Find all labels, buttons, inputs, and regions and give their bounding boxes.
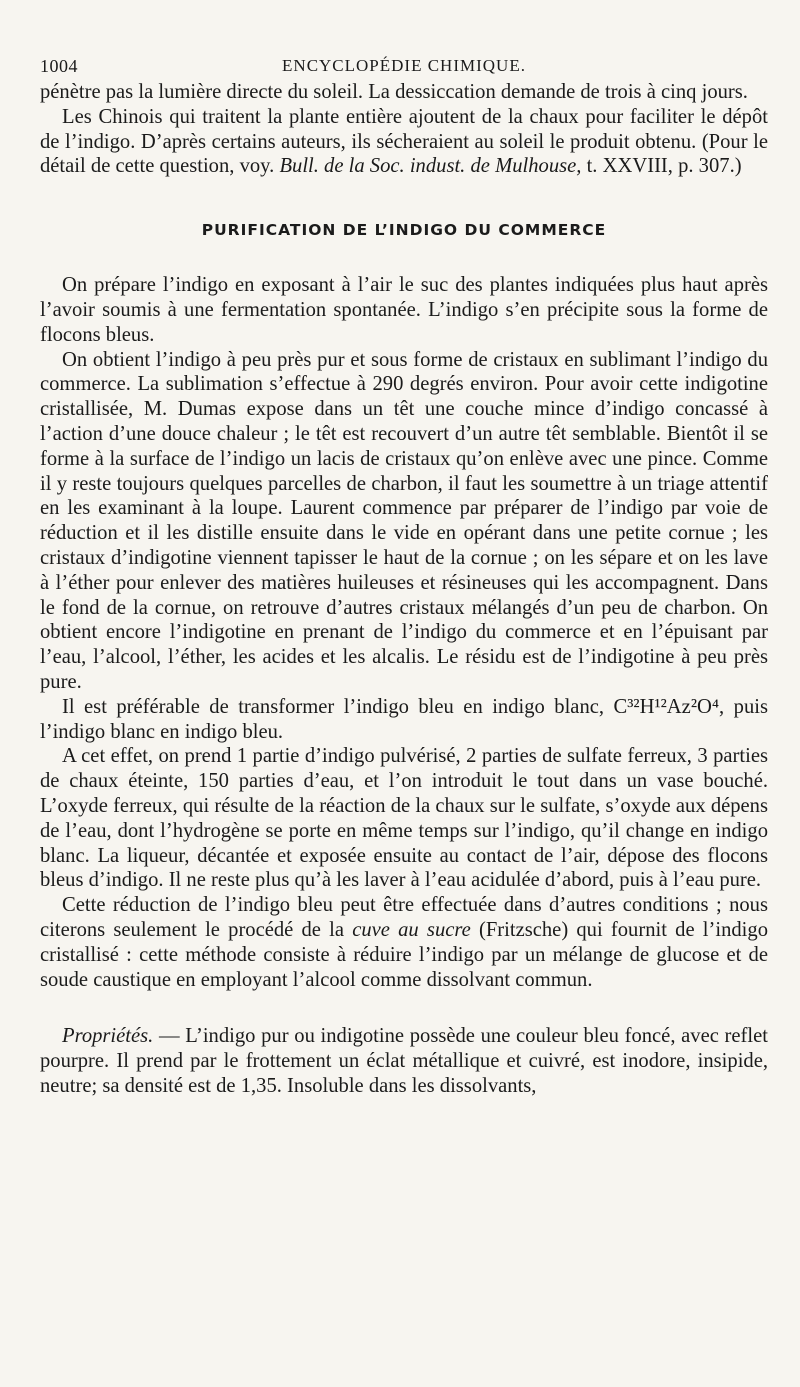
paragraph-sugar-vat	[40, 893, 768, 992]
section-heading: PURIFICATION DE L’INDIGO DU COMMERCE	[201, 221, 607, 240]
term-italic: cuve au sucre	[352, 918, 471, 941]
paragraph-chinese-method	[40, 105, 768, 179]
running-title: ENCYCLOPÉDIE CHIMIQUE.	[282, 56, 526, 75]
paragraph-procedure: A cet effet, on prend 1 partie d’indigo pulvérisé, 2 parties de sulfate ferreux, 3 parties de chaux éteinte, 150 parties d’eau, et l’on introduit le tout dans un vase bouché. L’oxyde ferreux, qui résulte de la réaction de la chaux sur le sulfate, s’oxyde aux dépens de l’eau, dont l’hydrogène se porte en même temps sur l’indigo, qu’il change en indigo blanc. La liqueur, décantée et exposée ensuite au contact de l’air, dépose des flocons bleus d’indigo. Il ne reste plus qu’à les laver à l’eau acidulée d’abord, puis à l’eau pure.	[40, 745, 768, 892]
text-run: Cette réduction de l’indigo bleu peut être effectuée dans d’autres conditions ; nous citerons seulement le procédé de la	[40, 894, 768, 941]
page-number: 1004	[40, 56, 78, 76]
text-run: — L’indigo pur ou indigotine possède une couleur bleu foncé, avec reflet pourpre. Il prend par le frottement un éclat métallique et cuivré, est inodore, insipide, neutre; sa densité est de 1,35. Insoluble dans les dissolvants,	[40, 1025, 768, 1097]
text-run: t. XXVIII, p. 307.)	[581, 155, 742, 178]
text-run: (Fritzsche) qui fournit de l’indigo cristallisé : cette méthode consiste à réduire l’indigo par un mélange de glucose et de soude caustique en employant l’alcool comme dissolvant commun.	[40, 918, 768, 991]
paragraph-continued: pénètre pas la lumière directe du soleil. La dessiccation demande de trois à cinq jours.	[40, 81, 748, 103]
paragraph-sublimation: On obtient l’indigo à peu près pur et sous forme de cristaux en sublimant l’indigo du commerce. La sublimation s’effectue à 290 degrés environ. Pour avoir cette indigotine cristallisée, M. Dumas expose dans un têt une couche mince d’indigo concassé à l’action d’une douce chaleur ; le têt est recouvert d’un autre têt semblable. Bientôt il se forme à la surface de l’indigo un lacis de cristaux qu’on enlève avec une pince. Comme il y reste toujours quelques parcelles de charbon, il faut les soumettre à un triage attentif en les examinant à la loupe. Laurent commence par préparer de l’indigo par voie de réduction et il les distille ensuite dans le vide en opérant dans une petite cornue ; les cristaux d’indigotine viennent tapisser le haut de la cornue ; on les sépare et on les lave à l’éther pour enlever des matières huileuses et résineuses qui les accompagnent. Dans le fond de la cornue, on retrouve d’autres cristaux mélangés d’un peu de charbon. On obtient encore l’indigotine en prenant de l’indigo du commerce et en l’épuisant par l’eau, l’alcool, l’éther, les acides et les alcalis. Le résidu est de l’indigotine à peu près pure.	[40, 348, 768, 693]
text-run: Il est préférable de transformer l’indigo bleu en indigo blanc,	[62, 695, 614, 718]
paragraph-preparation: On prépare l’indigo en exposant à l’air le suc des plantes indiquées plus haut après l’avoir soumis à une fermentation spontanée. L’indigo s’en précipite sous la forme de flocons bleus.	[40, 274, 768, 346]
chemical-formula: C³²H¹²Az²O⁴,	[613, 695, 725, 718]
running-head	[40, 52, 768, 80]
paragraph-properties	[40, 1024, 768, 1098]
spacer	[40, 992, 768, 1024]
text-run: Les Chinois qui traitent la plante entière ajoutent de la chaux pour faciliter le dépôt de l’indigo. D’après certains auteurs, ils sécheraient au soleil le produit obtenu. (Pour le détail de cette question, voy.	[40, 105, 768, 178]
paragraph-white-indigo	[40, 695, 768, 745]
citation-italic: Bull. de la Soc. indust. de Mulhouse,	[279, 155, 582, 178]
properties-heading: Propriétés.	[62, 1025, 154, 1048]
text-run: puis l’indigo blanc en indigo bleu.	[40, 695, 768, 743]
